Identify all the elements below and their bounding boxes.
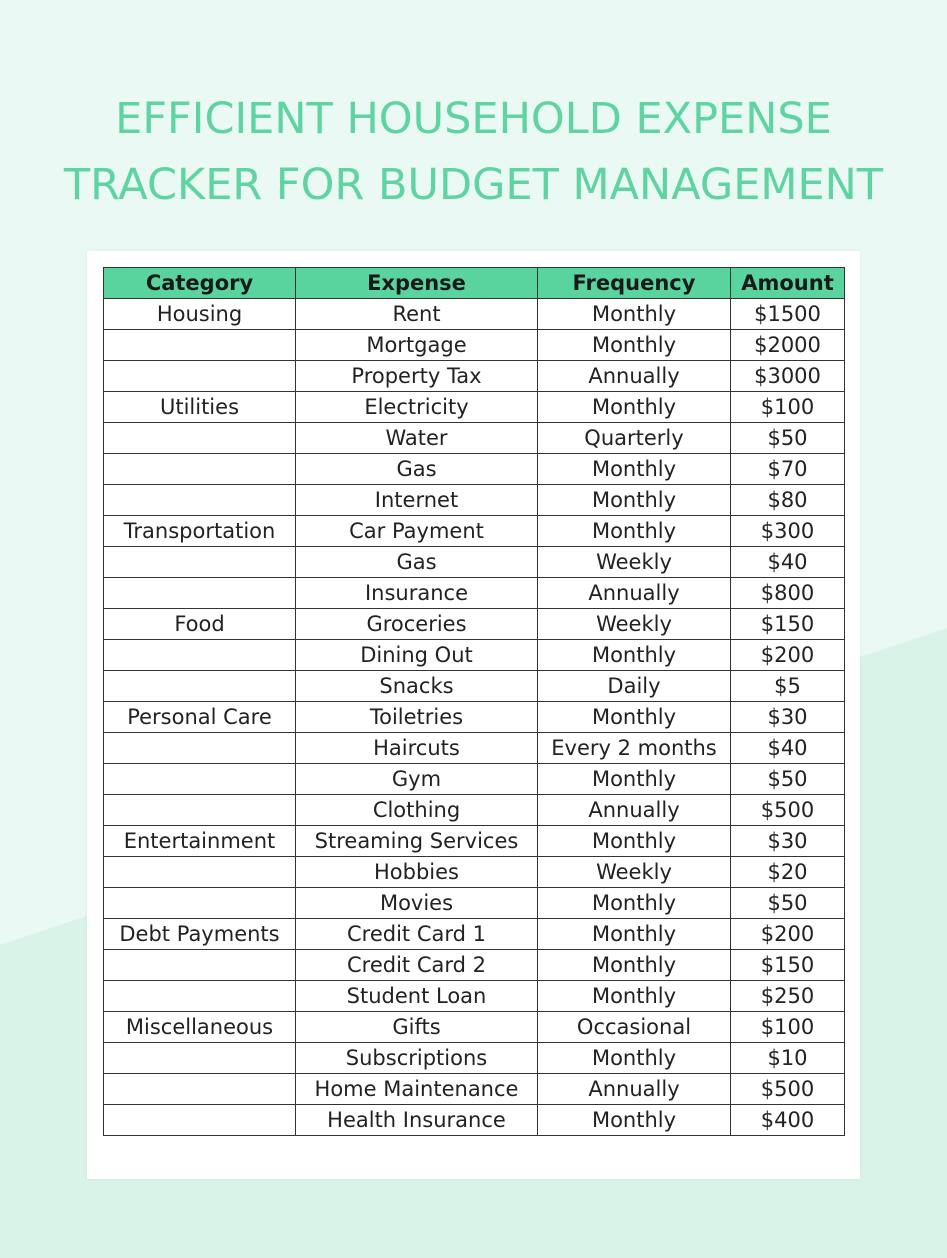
cell-category: Miscellaneous — [104, 1012, 296, 1043]
cell-frequency: Occasional — [538, 1012, 731, 1043]
table-row — [104, 547, 845, 578]
cell-category — [104, 361, 296, 392]
cell-amount: $50 — [731, 764, 845, 795]
cell-category — [104, 981, 296, 1012]
cell-frequency: Every 2 months — [538, 733, 731, 764]
cell-expense: Property Tax — [296, 361, 538, 392]
cell-category: Food — [104, 609, 296, 640]
cell-frequency: Monthly — [538, 299, 731, 330]
cell-category — [104, 578, 296, 609]
cell-expense: Hobbies — [296, 857, 538, 888]
cell-category: Debt Payments — [104, 919, 296, 950]
cell-amount: $3000 — [731, 361, 845, 392]
table-row — [104, 919, 845, 950]
cell-frequency: Weekly — [538, 547, 731, 578]
table-row — [104, 485, 845, 516]
cell-expense: Student Loan — [296, 981, 538, 1012]
cell-frequency: Monthly — [538, 764, 731, 795]
cell-amount: $50 — [731, 423, 845, 454]
cell-frequency: Monthly — [538, 702, 731, 733]
cell-expense: Home Maintenance — [296, 1074, 538, 1105]
cell-amount: $800 — [731, 578, 845, 609]
cell-category — [104, 1105, 296, 1136]
table-row — [104, 795, 845, 826]
cell-category — [104, 764, 296, 795]
cell-frequency: Annually — [538, 1074, 731, 1105]
cell-frequency: Monthly — [538, 888, 731, 919]
table-row — [104, 764, 845, 795]
cell-expense: Movies — [296, 888, 538, 919]
table-row — [104, 392, 845, 423]
cell-expense: Rent — [296, 299, 538, 330]
cell-amount: $150 — [731, 609, 845, 640]
cell-expense: Subscriptions — [296, 1043, 538, 1074]
cell-amount: $300 — [731, 516, 845, 547]
cell-expense: Electricity — [296, 392, 538, 423]
cell-expense: Clothing — [296, 795, 538, 826]
cell-expense: Mortgage — [296, 330, 538, 361]
cell-amount: $10 — [731, 1043, 845, 1074]
cell-category — [104, 330, 296, 361]
cell-expense: Insurance — [296, 578, 538, 609]
cell-frequency: Monthly — [538, 1105, 731, 1136]
table-row — [104, 361, 845, 392]
cell-expense: Haircuts — [296, 733, 538, 764]
cell-frequency: Annually — [538, 795, 731, 826]
header-expense: Expense — [296, 268, 538, 299]
cell-amount: $500 — [731, 795, 845, 826]
table-row — [104, 671, 845, 702]
cell-amount: $100 — [731, 1012, 845, 1043]
cell-expense: Gym — [296, 764, 538, 795]
cell-category — [104, 547, 296, 578]
cell-category — [104, 795, 296, 826]
header-frequency: Frequency — [538, 268, 731, 299]
cell-category — [104, 888, 296, 919]
table-row — [104, 826, 845, 857]
table-row — [104, 888, 845, 919]
cell-category: Personal Care — [104, 702, 296, 733]
cell-frequency: Quarterly — [538, 423, 731, 454]
cell-frequency: Monthly — [538, 485, 731, 516]
table-row — [104, 423, 845, 454]
table-row — [104, 578, 845, 609]
cell-frequency: Monthly — [538, 826, 731, 857]
cell-frequency: Monthly — [538, 640, 731, 671]
cell-expense: Snacks — [296, 671, 538, 702]
cell-category — [104, 485, 296, 516]
cell-category — [104, 1043, 296, 1074]
cell-frequency: Monthly — [538, 981, 731, 1012]
cell-amount: $50 — [731, 888, 845, 919]
cell-frequency: Weekly — [538, 857, 731, 888]
cell-amount: $2000 — [731, 330, 845, 361]
cell-expense: Water — [296, 423, 538, 454]
cell-category — [104, 857, 296, 888]
cell-category — [104, 671, 296, 702]
cell-expense: Internet — [296, 485, 538, 516]
cell-frequency: Monthly — [538, 454, 731, 485]
cell-expense: Credit Card 1 — [296, 919, 538, 950]
cell-amount: $200 — [731, 919, 845, 950]
cell-category — [104, 1074, 296, 1105]
table-row — [104, 299, 845, 330]
cell-frequency: Monthly — [538, 919, 731, 950]
cell-frequency: Annually — [538, 578, 731, 609]
cell-amount: $400 — [731, 1105, 845, 1136]
cell-category — [104, 423, 296, 454]
cell-amount: $200 — [731, 640, 845, 671]
cell-expense: Gifts — [296, 1012, 538, 1043]
cell-frequency: Annually — [538, 361, 731, 392]
cell-frequency: Daily — [538, 671, 731, 702]
cell-expense: Gas — [296, 454, 538, 485]
cell-frequency: Monthly — [538, 392, 731, 423]
cell-category — [104, 454, 296, 485]
table-row — [104, 454, 845, 485]
title-line-1: EFFICIENT HOUSEHOLD EXPENSE — [115, 94, 832, 144]
cell-amount: $1500 — [731, 299, 845, 330]
table-row — [104, 1105, 845, 1136]
table-row — [104, 1043, 845, 1074]
header-category: Category — [104, 268, 296, 299]
table-row — [104, 1074, 845, 1105]
table-row — [104, 1012, 845, 1043]
cell-expense: Dining Out — [296, 640, 538, 671]
table-row — [104, 857, 845, 888]
cell-expense: Credit Card 2 — [296, 950, 538, 981]
cell-category — [104, 950, 296, 981]
title-line-2: TRACKER FOR BUDGET MANAGEMENT — [63, 160, 884, 210]
cell-frequency: Monthly — [538, 950, 731, 981]
cell-category: Housing — [104, 299, 296, 330]
table-header-row — [104, 268, 845, 299]
cell-expense: Car Payment — [296, 516, 538, 547]
cell-expense: Health Insurance — [296, 1105, 538, 1136]
cell-amount: $150 — [731, 950, 845, 981]
table-row — [104, 981, 845, 1012]
cell-amount: $100 — [731, 392, 845, 423]
cell-category — [104, 640, 296, 671]
expense-table — [103, 267, 845, 1136]
cell-frequency: Monthly — [538, 330, 731, 361]
cell-amount: $70 — [731, 454, 845, 485]
table-row — [104, 330, 845, 361]
cell-amount: $30 — [731, 826, 845, 857]
table-row — [104, 516, 845, 547]
cell-amount: $80 — [731, 485, 845, 516]
cell-expense: Streaming Services — [296, 826, 538, 857]
cell-frequency: Monthly — [538, 516, 731, 547]
table-body — [104, 299, 845, 1136]
table-row — [104, 702, 845, 733]
cell-amount: $20 — [731, 857, 845, 888]
cell-category: Entertainment — [104, 826, 296, 857]
cell-amount: $40 — [731, 733, 845, 764]
table-row — [104, 950, 845, 981]
cell-category: Utilities — [104, 392, 296, 423]
page-title — [0, 86, 947, 218]
cell-expense: Groceries — [296, 609, 538, 640]
cell-amount: $500 — [731, 1074, 845, 1105]
cell-expense: Gas — [296, 547, 538, 578]
table-row — [104, 640, 845, 671]
cell-amount: $250 — [731, 981, 845, 1012]
cell-category — [104, 733, 296, 764]
cell-amount: $30 — [731, 702, 845, 733]
cell-frequency: Weekly — [538, 609, 731, 640]
table-row — [104, 609, 845, 640]
table-row — [104, 733, 845, 764]
cell-amount: $5 — [731, 671, 845, 702]
cell-amount: $40 — [731, 547, 845, 578]
cell-frequency: Monthly — [538, 1043, 731, 1074]
cell-category: Transportation — [104, 516, 296, 547]
cell-expense: Toiletries — [296, 702, 538, 733]
header-amount: Amount — [731, 268, 845, 299]
